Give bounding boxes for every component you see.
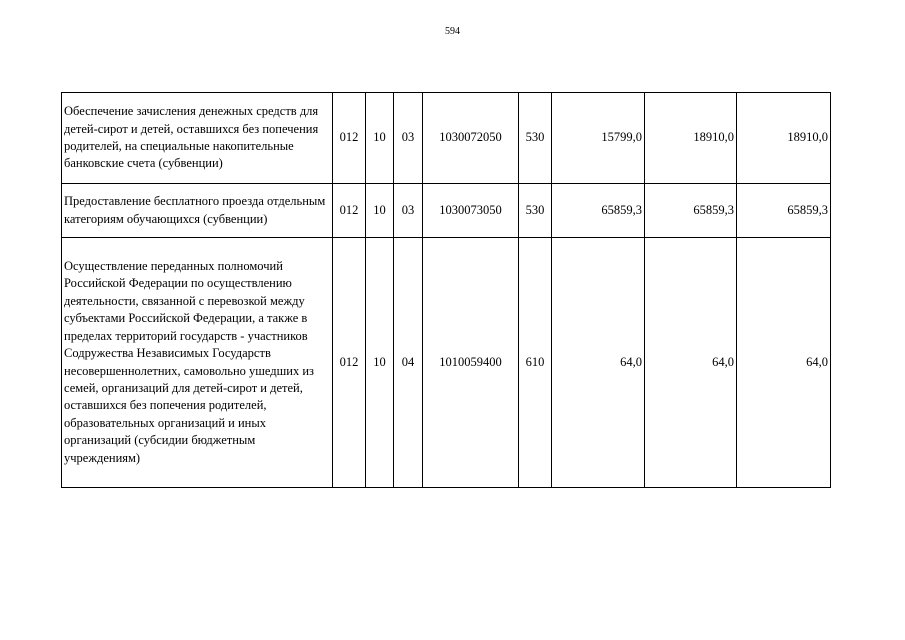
subsection-code: 03: [394, 93, 423, 184]
table-row: [62, 238, 831, 488]
table-row: [62, 93, 831, 184]
ministry-code: 012: [333, 93, 366, 184]
amount-2: 65859,3: [645, 184, 737, 238]
amount-2: 64,0: [645, 238, 737, 488]
section-code: 10: [366, 93, 394, 184]
ministry-code: 012: [333, 184, 366, 238]
amount-1: 64,0: [552, 238, 645, 488]
expense-type-code: 610: [519, 238, 552, 488]
section-code: 10: [366, 238, 394, 488]
amount-3: 64,0: [737, 238, 831, 488]
budget-table: [61, 92, 831, 488]
expense-type-code: 530: [519, 93, 552, 184]
expense-type-code: 530: [519, 184, 552, 238]
ministry-code: 012: [333, 238, 366, 488]
amount-3: 18910,0: [737, 93, 831, 184]
table-row: [62, 184, 831, 238]
row-name: Обеспечение зачисления денежных средств для детей-сирот и детей, оставшихся без попечения родителей, на специальные накопительные банковские счета (субвенции): [62, 93, 333, 184]
section-code: 10: [366, 184, 394, 238]
row-name: Предоставление бесплатного проезда отдельным категориям обучающихся (субвенции): [62, 184, 333, 238]
target-article-code: 1010059400: [423, 238, 519, 488]
subsection-code: 04: [394, 238, 423, 488]
target-article-code: 1030072050: [423, 93, 519, 184]
subsection-code: 03: [394, 184, 423, 238]
amount-1: 15799,0: [552, 93, 645, 184]
target-article-code: 1030073050: [423, 184, 519, 238]
amount-3: 65859,3: [737, 184, 831, 238]
page-number: 594: [445, 26, 460, 37]
row-name: Осуществление переданных полномочий Российской Федерации по осуществлению деятельности, связанной с перевозкой между субъектами Российской Федерации, а также в пределах территорий государств - участников Содружества Независимых Государств несовершеннолетних, самовольно ушедших из семей, организаций для детей-сирот и детей, оставшихся без попечения родителей, образовательных организаций и иных организаций (субсидии бюджетным учреждениям): [62, 238, 333, 488]
amount-2: 18910,0: [645, 93, 737, 184]
amount-1: 65859,3: [552, 184, 645, 238]
